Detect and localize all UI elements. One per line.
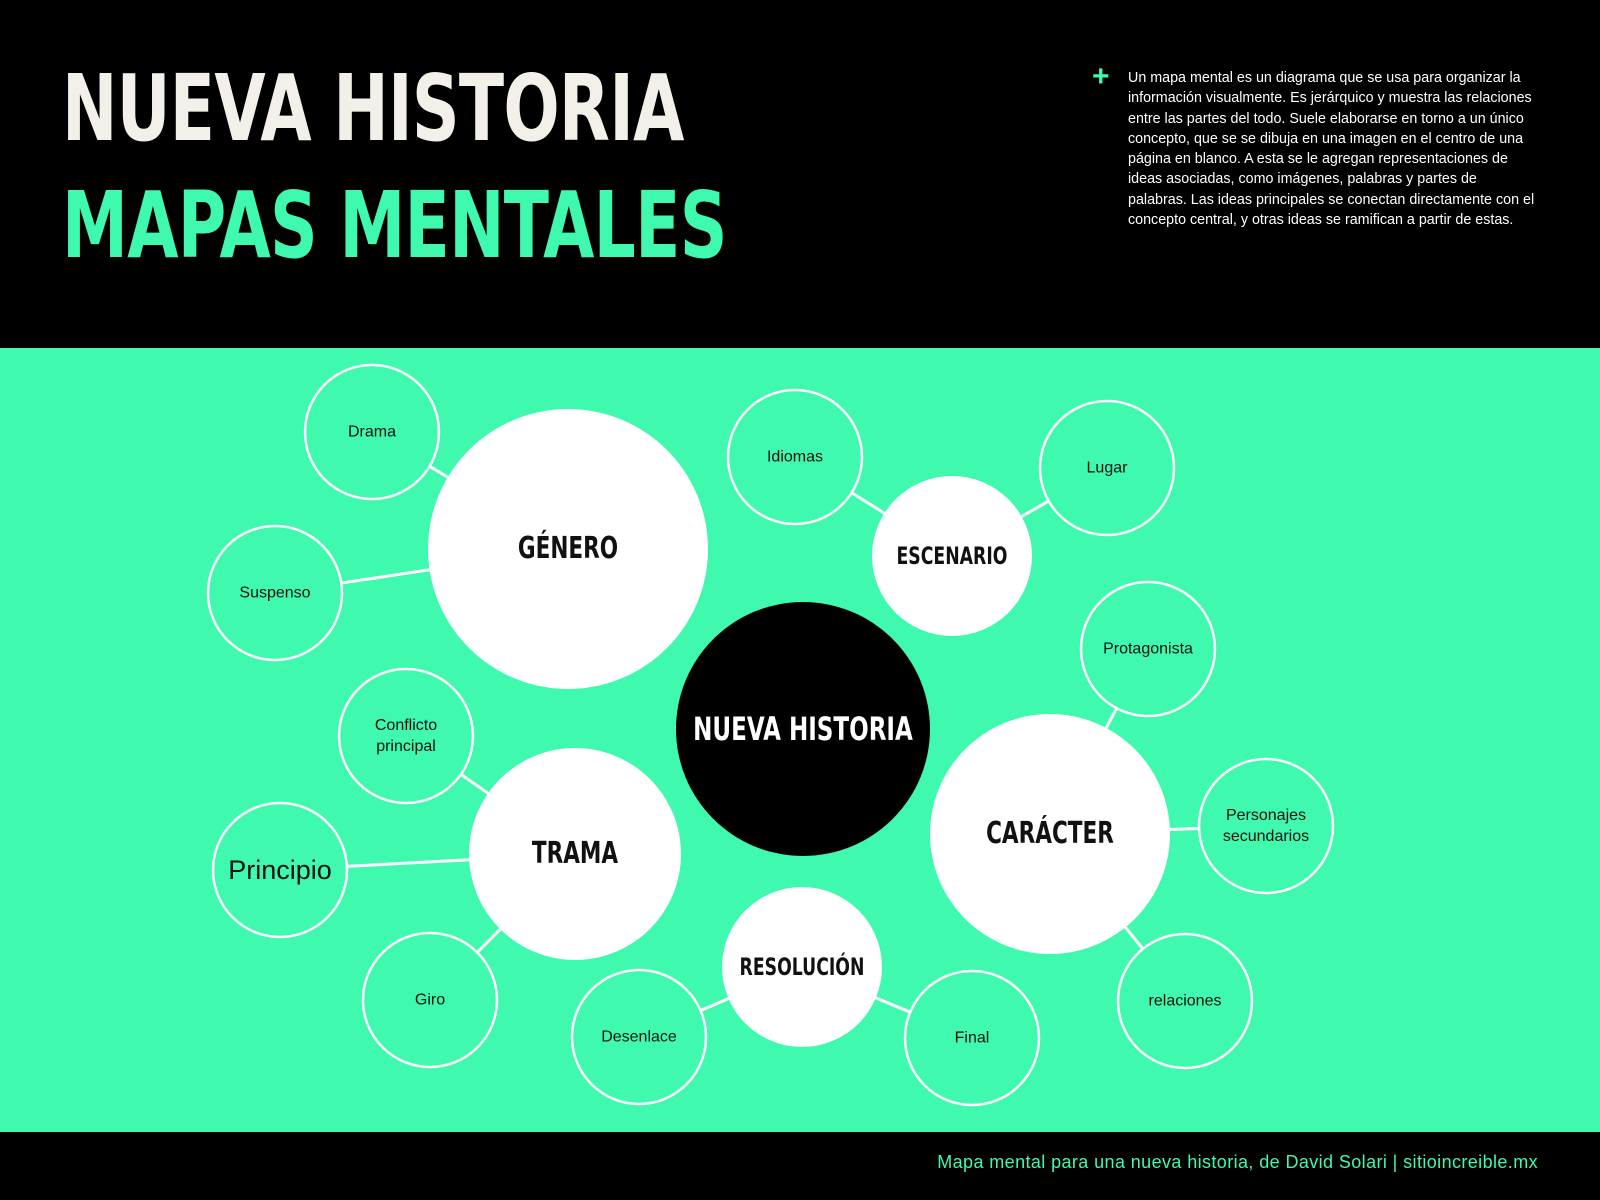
branch-caracter-label: CARÁCTER — [986, 816, 1114, 852]
leaf-lugar — [1040, 401, 1174, 535]
center-node-label: NUEVA HISTORIA — [693, 710, 913, 748]
mind-map-nodes — [208, 365, 1333, 1105]
leaf-final-label: Final — [954, 1029, 990, 1047]
connector-caracter-personajes-secundarios — [1170, 828, 1199, 829]
title-line-1: NUEVA HISTORIA — [62, 55, 684, 162]
branch-resolucion — [722, 887, 882, 1047]
connector-genero-suspenso — [341, 570, 429, 583]
leaf-drama — [305, 365, 439, 499]
leaf-protagonista — [1081, 582, 1215, 716]
connector-caracter-relaciones — [1125, 927, 1142, 949]
leaf-conflicto-principal — [339, 669, 473, 803]
leaf-relaciones-label: relaciones — [1148, 992, 1222, 1010]
leaf-personajes-secundarios-label-line-1: Personajes — [1225, 807, 1307, 825]
branch-resolucion-label: RESOLUCIÓN — [739, 953, 865, 981]
leaf-relaciones — [1118, 934, 1252, 1068]
branch-genero — [428, 409, 708, 689]
leaf-personajes-secundarios — [1199, 759, 1333, 893]
connector-trama-principio — [347, 860, 469, 867]
leaf-personajes-secundarios-label-line-2: secundarios — [1222, 827, 1310, 845]
connector-resolucion-final — [876, 998, 910, 1012]
leaf-idiomas — [728, 390, 862, 524]
connector-caracter-protagonista — [1106, 708, 1116, 728]
leaf-protagonista-label: Protagonista — [1103, 640, 1193, 658]
header — [0, 0, 1600, 348]
leaf-desenlace-label: Desenlace — [601, 1028, 677, 1046]
description-text: Un mapa mental es un diagrama que se usa para organizar la información visualmente. Es jerárquico y muestra las relaciones entre las partes del todo. Suele elaborarse en torno a un único concepto, que se se dibuja en una imagen en el centro de una página en blanco. A esta se le agregan representaciones de ideas asociadas, como imágenes, palabras y partes de palabras. Las ideas principales se conectan directamente con el concepto central, y otras ideas se ramifican a partir de estas. — [1128, 70, 1535, 229]
branch-genero-label: GÉNERO — [517, 531, 619, 567]
mind-map — [0, 348, 1600, 1132]
leaf-suspenso — [208, 526, 342, 660]
branch-trama-label: TRAMA — [531, 836, 619, 872]
leaf-drama-label: Drama — [347, 423, 397, 441]
leaf-desenlace — [572, 970, 706, 1104]
footer — [0, 1132, 1600, 1200]
leaf-suspenso-label: Suspenso — [239, 584, 311, 602]
connector-resolucion-desenlace — [701, 999, 729, 1011]
leaf-conflicto-principal-circle — [339, 669, 473, 803]
branch-escenario-label: ESCENARIO — [896, 542, 1008, 570]
title-line-2: MAPAS MENTALES — [62, 172, 727, 279]
leaf-idiomas-label: Idiomas — [766, 448, 824, 466]
leaf-giro-label: Giro — [414, 991, 446, 1009]
leaf-giro — [363, 933, 497, 1067]
connector-escenario-idiomas — [852, 493, 885, 514]
leaf-lugar-label: Lugar — [1086, 459, 1128, 477]
footer-credit: Mapa mental para una nueva historia, de David Solari | sitioincreible.mx — [937, 1152, 1538, 1172]
leaf-conflicto-principal-label-line-1: Conflicto — [374, 717, 438, 735]
leaf-final — [905, 971, 1039, 1105]
branch-trama — [469, 748, 681, 960]
branch-caracter — [930, 714, 1170, 954]
connector-trama-giro — [477, 929, 500, 952]
mind-map-canvas — [0, 348, 1600, 1132]
connector-genero-drama — [430, 466, 448, 477]
leaf-principio-label: Principio — [228, 855, 332, 885]
leaf-principio — [213, 803, 347, 937]
connector-trama-conflicto-principal — [461, 774, 488, 793]
branch-escenario — [872, 476, 1032, 636]
leaf-personajes-secundarios-circle — [1199, 759, 1333, 893]
center-node — [676, 602, 930, 856]
plus-icon: + — [1092, 60, 1110, 93]
leaf-conflicto-principal-label-line-2: principal — [376, 737, 436, 755]
connector-escenario-lugar — [1022, 501, 1049, 516]
